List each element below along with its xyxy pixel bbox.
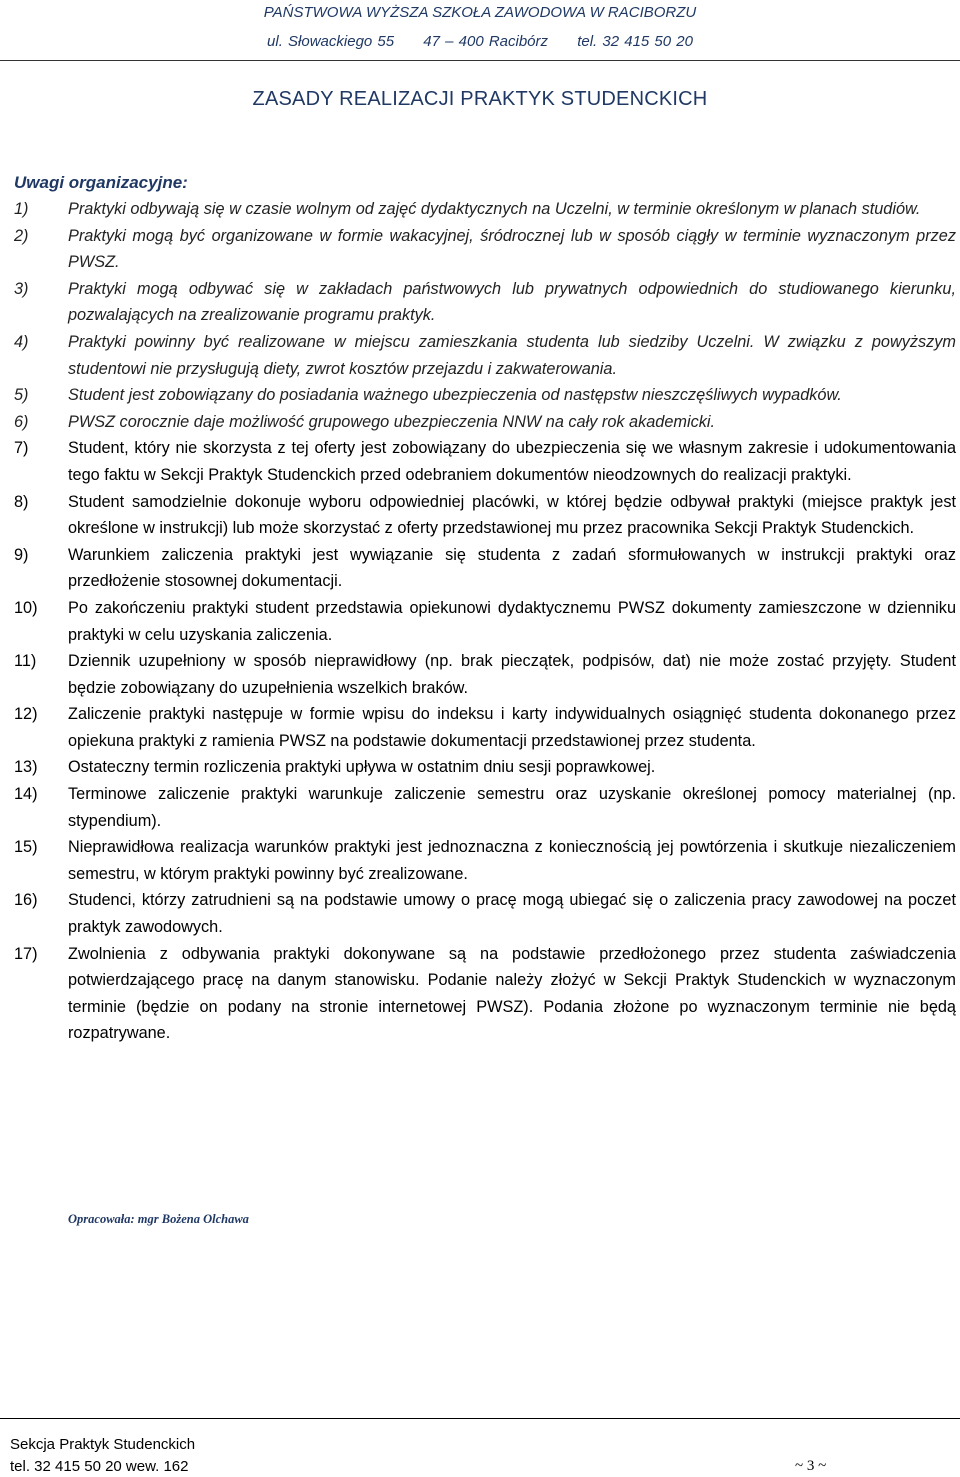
item-number: 1)	[14, 200, 29, 218]
school-address	[0, 33, 960, 50]
footer-phone: tel. 32 415 50 20 wew. 162	[10, 1458, 189, 1475]
school-name: PAŃSTWOWA WYŻSZA SZKOŁA ZAWODOWA W RACIBORZU	[263, 4, 697, 21]
list-item	[14, 276, 956, 329]
item-text: Praktyki odbywają się w czasie wolnym od zajęć dydaktycznych na Uczelni, w terminie określonym w planach studiów.	[68, 200, 921, 218]
item-text: Praktyki mogą być organizowane w formie wakacyjnej, śródrocznej lub w sposób ciągły w terminie wyznaczonym przez PWSZ.	[68, 226, 956, 272]
page-title: ZASADY REALIZACJI PRAKTYK STUDENCKICH	[252, 88, 708, 110]
item-number: 17)	[14, 944, 38, 963]
item-text: Praktyki powinny być realizowane w miejscu zamieszkania studenta lub siedziby Uczelni. W związku z powyższym studentowi nie przysługują diety, zwrot kosztów przejazdu i zakwaterowania.	[68, 332, 956, 378]
item-number: 7)	[14, 439, 29, 458]
item-text: Terminowe zaliczenie praktyki warunkuje zaliczenie semestru oraz uzyskanie określonej pomocy materialnej (np. stypendium).	[68, 785, 956, 830]
address-phone: tel. 32 415 50 20	[577, 33, 693, 50]
item-number: 16)	[14, 891, 38, 910]
rules-list	[14, 196, 956, 1047]
page-number: ~ 3 ~	[795, 1458, 827, 1474]
author-credit: Opracowała: mgr Bożena Olchawa	[68, 1212, 249, 1226]
footer-office: Sekcja Praktyk Studenckich	[10, 1436, 196, 1453]
list-item	[14, 701, 956, 754]
item-text: Dziennik uzupełniony w sposób nieprawidłowy (np. brak pieczątek, podpisów, dat) nie może zostać przyjęty. Student będzie zobowiązany do uzupełnienia wszelkich braków.	[68, 652, 956, 697]
list-item	[14, 834, 956, 887]
item-number: 14)	[14, 785, 38, 804]
list-item	[14, 754, 956, 781]
item-number: 6)	[14, 412, 29, 431]
list-item	[14, 382, 956, 409]
item-number: 11)	[14, 652, 37, 671]
item-text: Nieprawidłowa realizacja warunków praktyki jest jednoznaczna z koniecznością jej powtórzenia i skutkuje niezaliczeniem semestru, w którym praktyki powinny być zrealizowane.	[68, 838, 956, 883]
list-item	[14, 887, 956, 940]
address-street: ul. Słowackiego 55	[267, 33, 395, 50]
item-number: 3)	[14, 279, 29, 298]
item-number: 10)	[14, 598, 38, 617]
list-item	[14, 409, 956, 436]
list-item	[14, 648, 956, 701]
section-heading: Uwagi organizacyjne:	[14, 173, 188, 192]
item-text: Po zakończeniu praktyki student przedstawia opiekunowi dydaktycznemu PWSZ dokumenty zamieszczone w dzienniku praktyki w celu uzyskania zaliczenia.	[68, 598, 956, 644]
item-number: 8)	[14, 492, 29, 511]
item-text: Zwolnienia z odbywania praktyki dokonywane są na podstawie przedłożonego przez studenta zaświadczenia potwierdzającego pracę na danym stanowisku. Podanie należy złożyć w Sekcji Praktyk Studenckich w wyznaczonym terminie (będzie on podany na stronie internetowej PWSZ). Podania złożone po wyznaczonym terminie nie będą rozpatrywane.	[68, 944, 956, 1043]
header-divider	[0, 60, 960, 61]
list-item	[14, 435, 956, 488]
item-number: 9)	[14, 545, 29, 564]
item-text: Student jest zobowiązany do posiadania ważnego ubezpieczenia od następstw nieszczęśliwych wypadków.	[68, 386, 842, 405]
footer-divider	[0, 1418, 960, 1419]
list-item	[14, 489, 956, 542]
list-item	[14, 329, 956, 382]
item-text: Warunkiem zaliczenia praktyki jest wywiązanie się studenta z zadań sformułowanych w instrukcji praktyki oraz przedłożenie stosownej dokumentacji.	[68, 545, 956, 591]
item-text: Student, który nie skorzysta z tej oferty jest zobowiązany do ubezpieczenia się we własnym zakresie i udokumentowania tego faktu w Sekcji Praktyk Studenckich przed odebraniem dokumentów nieodzownych do realizacji praktyki.	[68, 439, 956, 484]
item-text: Ostateczny termin rozliczenia praktyki upływa w ostatnim dniu sesji poprawkowej.	[68, 758, 656, 777]
item-text: Zaliczenie praktyki następuje w formie wpisu do indeksu i karty indywidualnych osiągnięć studenta dokonanego przez opiekuna praktyki z ramienia PWSZ na podstawie dokumentacji przedstawionej przez studenta.	[68, 705, 956, 750]
item-number: 15)	[14, 838, 38, 857]
item-number: 5)	[14, 386, 29, 405]
item-number: 13)	[14, 758, 38, 777]
item-number: 2)	[14, 226, 29, 245]
list-item	[14, 595, 956, 648]
item-text: Studenci, którzy zatrudnieni są na podstawie umowy o pracę mogą ubiegać się o zaliczenia pracy zawodowej na poczet praktyk zawodowych.	[68, 891, 956, 937]
list-item	[14, 542, 956, 595]
list-item	[14, 941, 956, 1047]
item-number: 4)	[14, 332, 29, 351]
item-text: Praktyki mogą odbywać się w zakładach państwowych lub prywatnych odpowiednich do studiowanego kierunku, pozwalających na zrealizowanie programu praktyk.	[68, 279, 956, 325]
address-city: 47 – 400 Racibórz	[423, 33, 549, 50]
list-item	[14, 223, 956, 276]
item-text: PWSZ corocznie daje możliwość grupowego ubezpieczenia NNW na cały rok akademicki.	[68, 412, 715, 431]
item-number: 12)	[14, 705, 38, 724]
list-item	[14, 196, 956, 223]
list-item	[14, 781, 956, 834]
item-text: Student samodzielnie dokonuje wyboru odpowiedniej placówki, w której będzie odbywał praktyki (miejsce praktyk jest określone w instrukcji) lub może skorzystać z oferty przedstawionej mu przez pracownika Sekcji Praktyk Studenckich.	[68, 492, 956, 538]
